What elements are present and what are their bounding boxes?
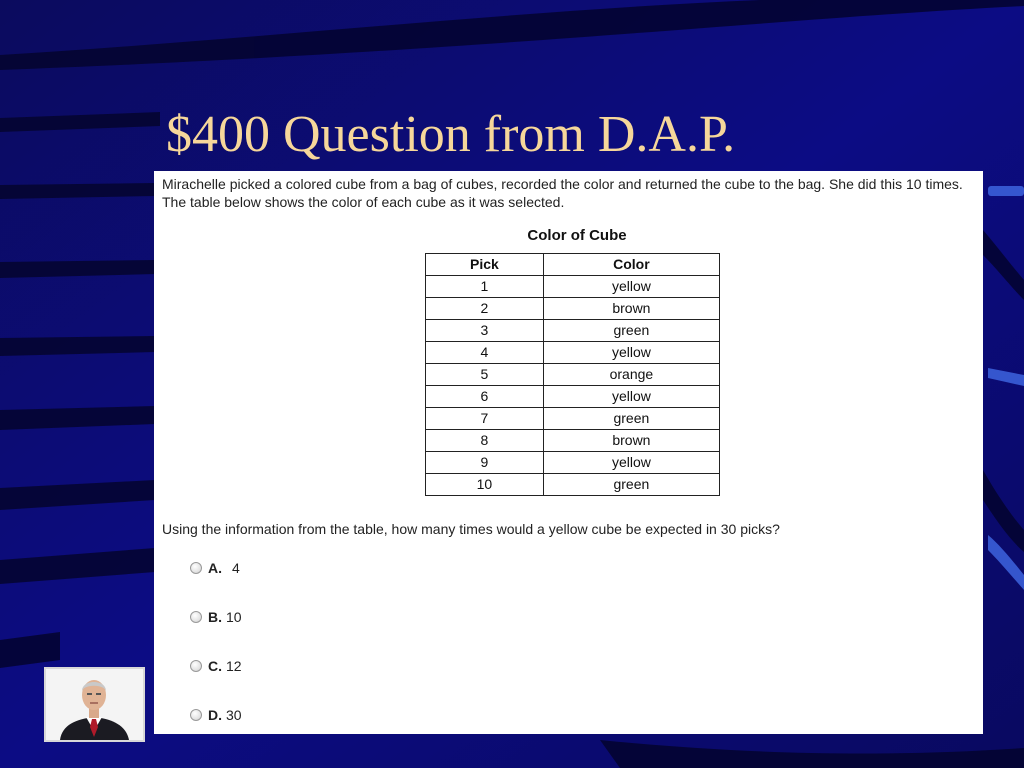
table-row	[426, 298, 720, 320]
choice-value: 12	[226, 658, 242, 674]
color-cell: yellow	[543, 386, 719, 408]
table-header-row	[426, 254, 720, 276]
problem-prompt: Mirachelle picked a colored cube from a bag of cubes, recorded the color and returned the cube to the bag. She did this 10 times. The table below shows the color of each cube as it was selected.	[162, 176, 963, 210]
table-row	[426, 408, 720, 430]
color-table	[425, 253, 720, 496]
column-header-color: Color	[543, 254, 719, 276]
choice-value: 30	[226, 707, 242, 723]
host-portrait-icon	[44, 667, 145, 742]
pick-cell: 1	[426, 276, 544, 298]
table-row	[426, 386, 720, 408]
pick-cell: 10	[426, 474, 544, 496]
choice-c-option[interactable]	[190, 658, 242, 674]
choice-letter: D.	[208, 707, 222, 723]
table-row	[426, 452, 720, 474]
color-cell: orange	[543, 364, 719, 386]
color-cell: yellow	[543, 342, 719, 364]
choice-d-option[interactable]	[190, 707, 242, 723]
pick-cell: 3	[426, 320, 544, 342]
color-cell: brown	[543, 298, 719, 320]
table-row	[426, 364, 720, 386]
color-cell: yellow	[543, 276, 719, 298]
pick-cell: 6	[426, 386, 544, 408]
radio-button[interactable]	[190, 709, 202, 721]
choice-letter: B.	[208, 609, 222, 625]
choice-b-option[interactable]	[190, 609, 242, 625]
pick-cell: 9	[426, 452, 544, 474]
color-cell: brown	[543, 430, 719, 452]
table-row	[426, 276, 720, 298]
choice-value: 10	[226, 609, 242, 625]
color-cell: yellow	[543, 452, 719, 474]
radio-button[interactable]	[190, 562, 202, 574]
color-cell: green	[543, 320, 719, 342]
choice-a-option[interactable]	[190, 560, 240, 576]
pick-cell: 7	[426, 408, 544, 430]
radio-button[interactable]	[190, 660, 202, 672]
choice-value: 4	[232, 560, 240, 576]
color-cell: green	[543, 474, 719, 496]
radio-button[interactable]	[190, 611, 202, 623]
choice-letter: C.	[208, 658, 222, 674]
table-title: Color of Cube	[527, 227, 627, 244]
table-row	[426, 342, 720, 364]
color-cell: green	[543, 408, 719, 430]
pick-cell: 4	[426, 342, 544, 364]
pick-cell: 2	[426, 298, 544, 320]
table-row	[426, 474, 720, 496]
pick-cell: 8	[426, 430, 544, 452]
column-header-pick: Pick	[426, 254, 544, 276]
pick-cell: 5	[426, 364, 544, 386]
table-row	[426, 320, 720, 342]
question-text: Using the information from the table, how many times would a yellow cube be expected in 30 picks?	[162, 521, 780, 537]
slide-title: $400 Question from D.A.P.	[166, 106, 736, 163]
question-panel	[154, 171, 983, 734]
choice-letter: A.	[208, 560, 222, 576]
table-row	[426, 430, 720, 452]
